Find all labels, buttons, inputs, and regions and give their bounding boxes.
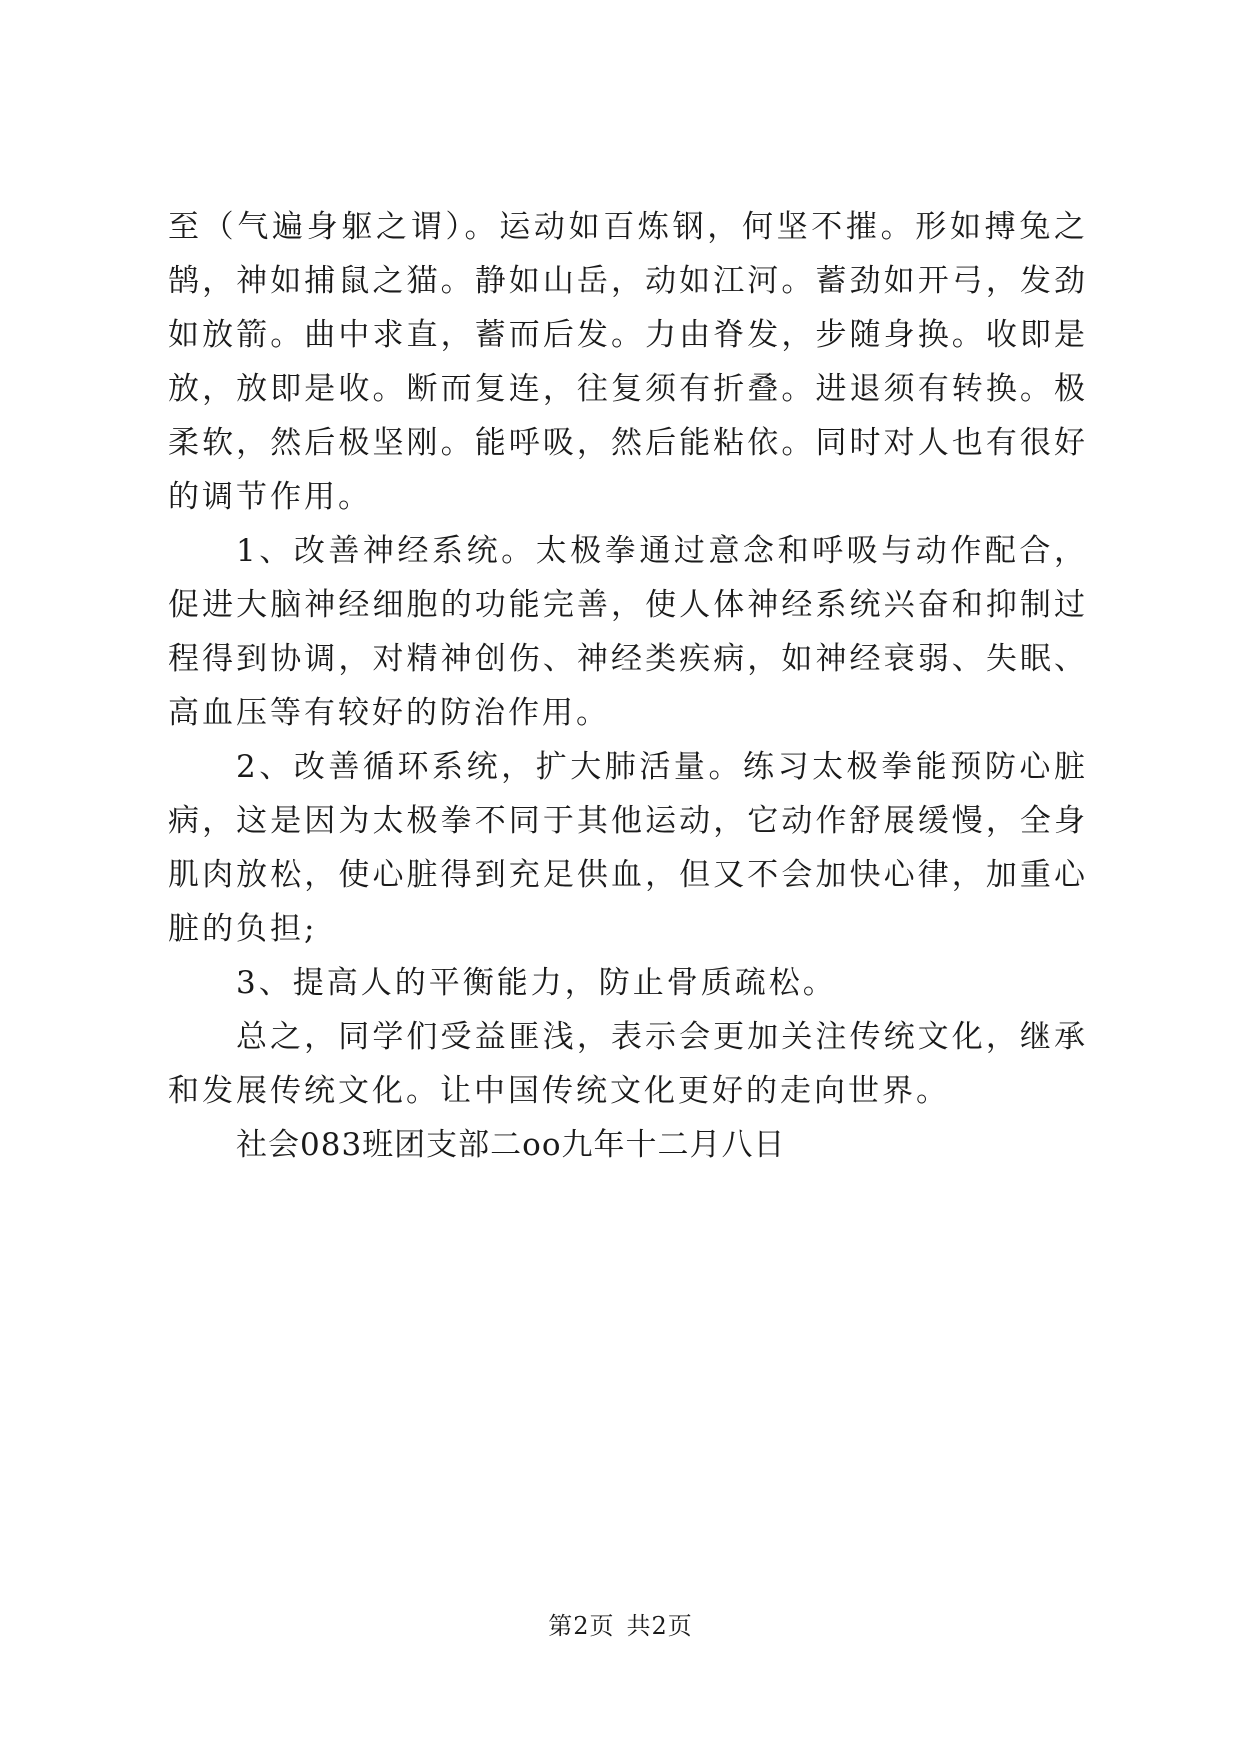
- page-number: 第2页: [548, 1612, 615, 1640]
- paragraph-conclusion: 总之，同学们受益匪浅，表示会更加关注传统文化，继承和发展传统文化。让中国传统文化更好的走向世界。: [168, 1019, 1088, 1109]
- document-body: [168, 200, 1088, 1203]
- paragraph-balance: 3、提高人的平衡能力，防止骨质疏松。: [236, 965, 837, 1001]
- signature-line: 社会083班团支部二oo九年十二月八日: [236, 1127, 786, 1163]
- page-total: 共2页: [626, 1612, 693, 1640]
- paragraph-nervous-system: 1、改善神经系统。太极拳通过意念和呼吸与动作配合，促进大脑神经细胞的功能完善，使人体神经系统兴奋和抑制过程得到协调，对精神创伤、神经类疾病，如神经衰弱、失眠、高血压等有较好的防治作用。: [168, 533, 1088, 731]
- paragraph-continuation: 至（气遍身躯之谓）。运动如百炼钢，何坚不摧。形如搏兔之鹄，神如捕鼠之猫。静如山岳，动如江河。蓄劲如开弓，发劲如放箭。曲中求直，蓄而后发。力由脊发，步随身换。收即是放，放即是收。断而复连，往复须有折叠。进退须有转换。极柔软，然后极坚刚。能呼吸，然后能粘依。同时对人也有很好的调节作用。: [168, 209, 1088, 515]
- paragraph-circulatory-system: 2、改善循环系统，扩大肺活量。练习太极拳能预防心脏病，这是因为太极拳不同于其他运动，它动作舒展缓慢，全身肌肉放松，使心脏得到充足供血，但又不会加快心律，加重心脏的负担;: [168, 749, 1088, 947]
- page-footer: [0, 1610, 1241, 1642]
